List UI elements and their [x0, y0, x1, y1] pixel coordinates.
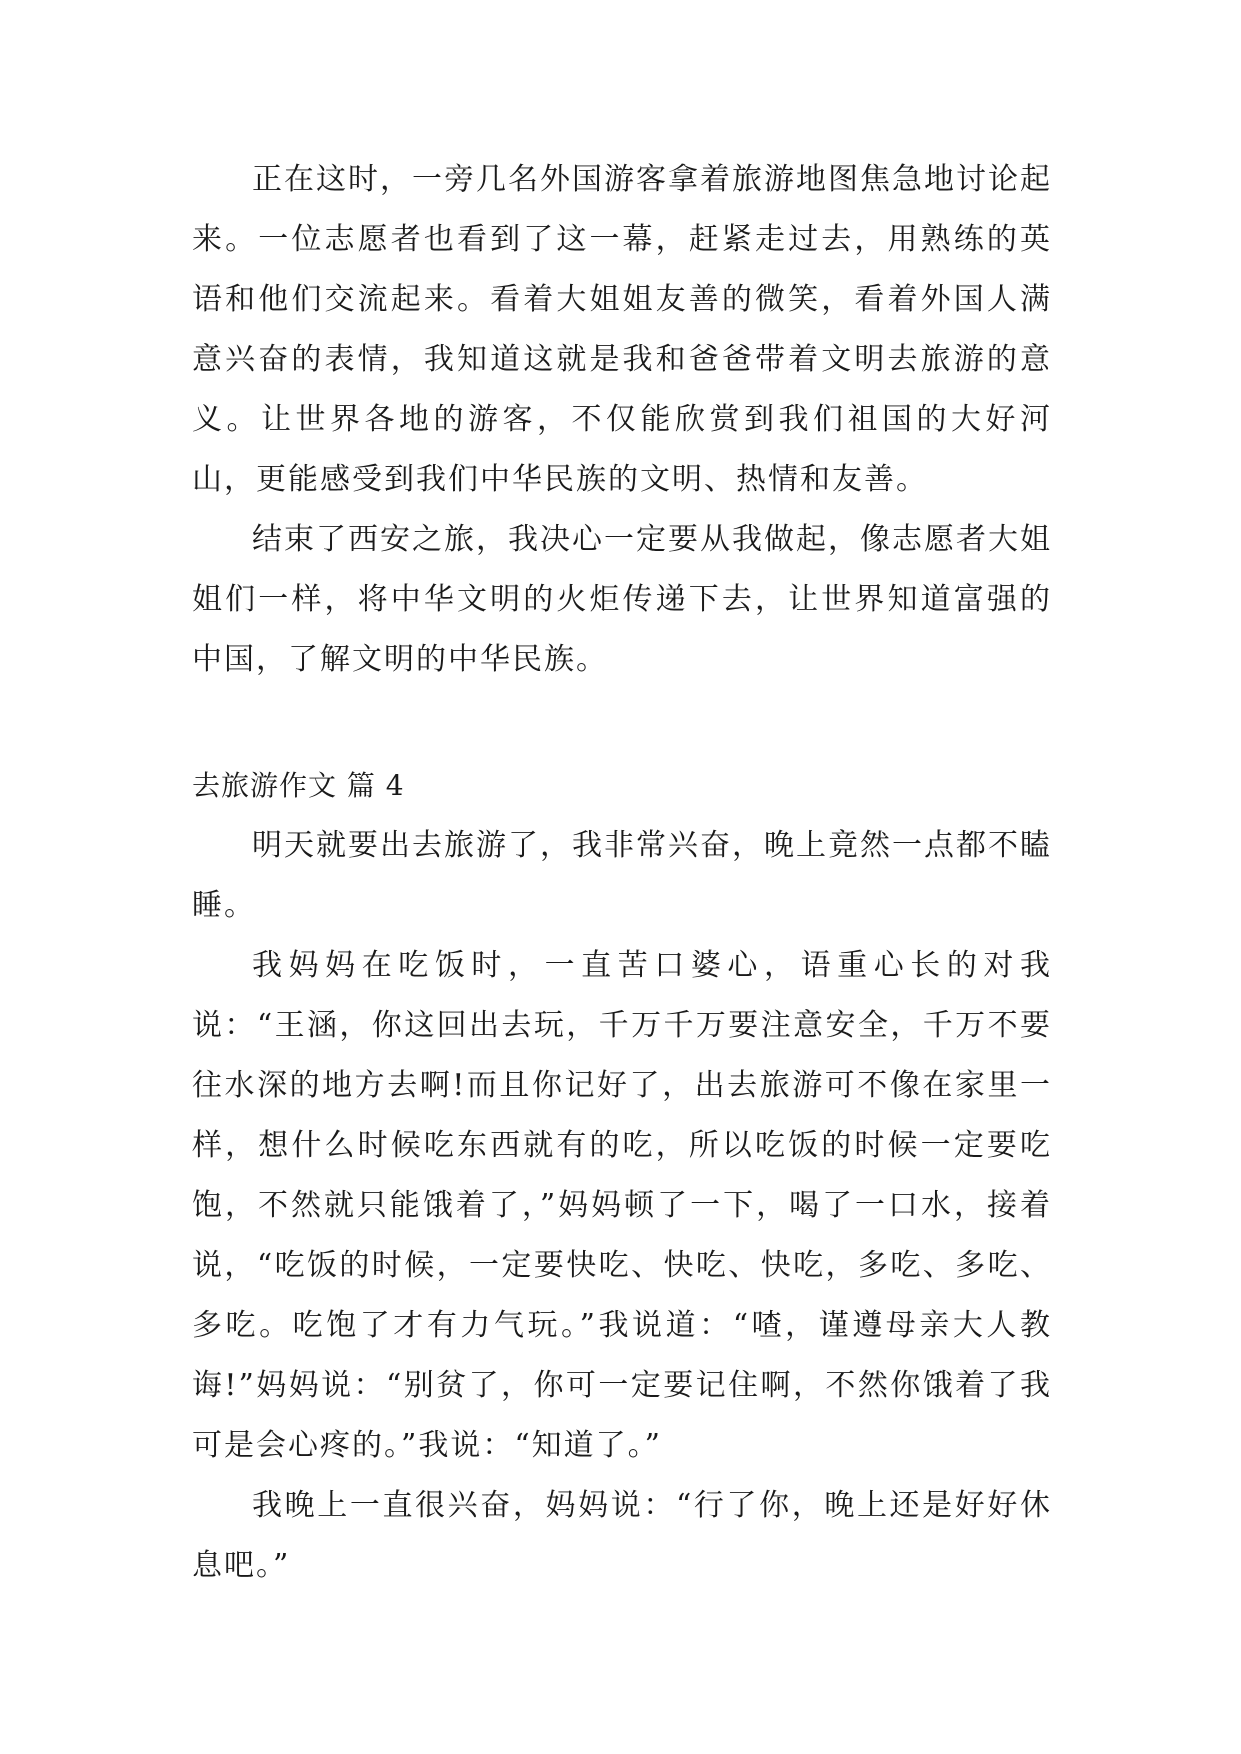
paragraph: 正在这时，一旁几名外国游客拿着旅游地图焦急地讨论起来。一位志愿者也看到了这一幕，赶紧走过去，用熟练的英语和他们交流起来。看着大姐姐友善的微笑，看着外国人满意兴奋的表情，我知道这就是我和爸爸带着文明去旅游的意义。让世界各地的游客，不仅能欣赏到我们祖国的大好河山，更能感受到我们中华民族的文明、热情和友善。	[192, 162, 1052, 497]
paragraph: 我妈妈在吃饭时，一直苦口婆心，语重心长的对我说：“王涵，你这回出去玩，千万千万要注意安全，千万不要往水深的地方去啊!而且你记好了，出去旅游可不像在家里一样，想什么时候吃东西就有的吃，所以吃饭的时候一定要吃饱，不然就只能饿着了，”妈妈顿了一下，喝了一口水，接着说，“吃饭的时候，一定要快吃、快吃、快吃，多吃、多吃、多吃。吃饱了才有力气玩。”我说道：“喳，谨遵母亲大人教诲!”妈妈说：“别贫了，你可一定要记住啊，不然你饿着了我可是会心疼的。”我说：“知道了。”	[192, 948, 1052, 1463]
paragraph: 结束了西安之旅，我决心一定要从我做起，像志愿者大姐姐们一样，将中华文明的火炬传递下去，让世界知道富强的中国，了解文明的中华民族。	[192, 522, 1052, 677]
section-spacer	[192, 690, 1052, 756]
paragraph: 明天就要出去旅游了，我非常兴奋，晚上竟然一点都不瞌睡。	[192, 828, 1052, 923]
section-title: 去旅游作文 篇 4	[192, 769, 405, 802]
paragraph: 我晚上一直很兴奋，妈妈说：“行了你，晚上还是好好休息吧。”	[192, 1488, 1052, 1583]
document-page	[192, 150, 1052, 1596]
